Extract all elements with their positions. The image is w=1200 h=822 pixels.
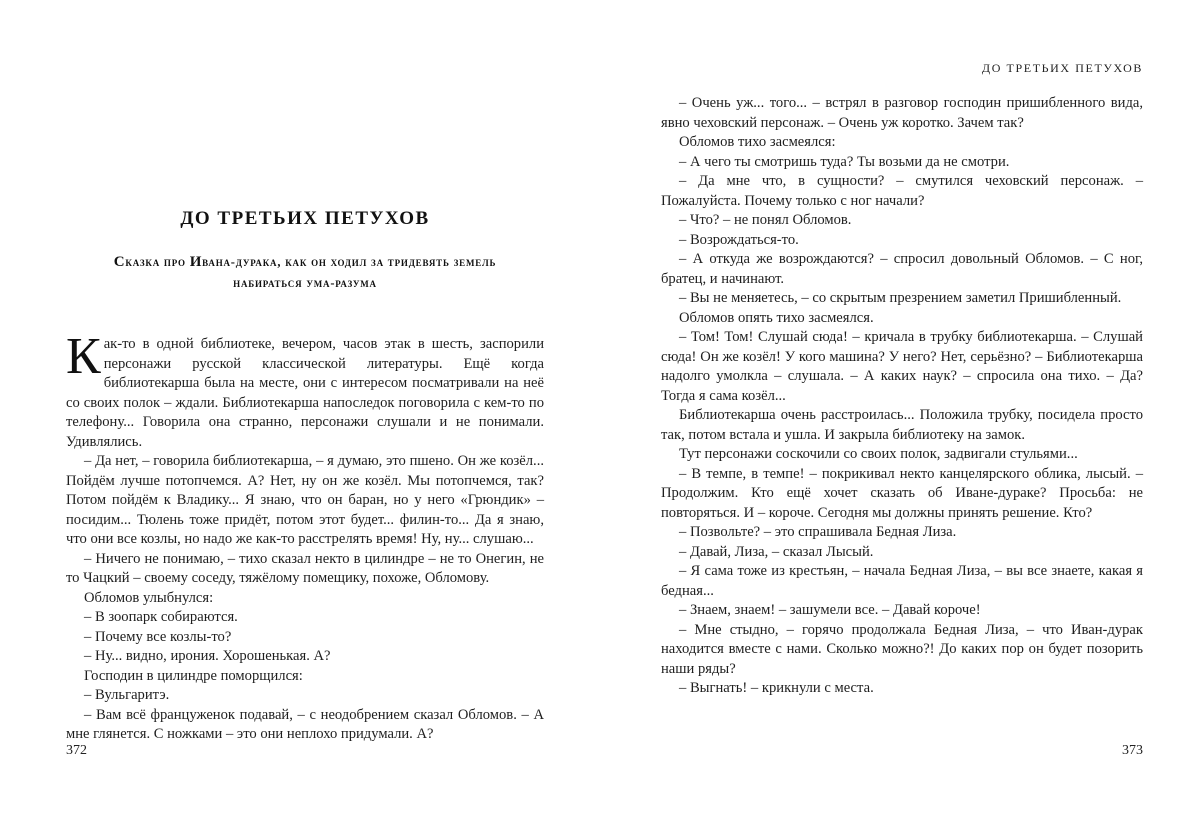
chapter-subtitle (66, 252, 544, 294)
paragraph: – В темпе, в темпе! – покрикивал некто канцелярского облика, лысый. – Продолжим. Кто ещё хочет сказать об Иване-дураке? Просьба: не повторяться. И – короче. Сегодня мы должны принять решение. Кто? (661, 465, 1143, 521)
paragraph: Библиотекарша очень расстроилась... Положила трубку, посидела просто так, потом встала и ушла. И закрыла библиотеку на замок. (661, 407, 1143, 443)
paragraph: – Я сама тоже из крестьян, – начала Бедная Лиза, – вы все знаете, какая я бедная... (661, 563, 1143, 599)
chapter-title: ДО ТРЕТЬИХ ПЕТУХОВ (180, 208, 430, 229)
paragraph: – Вам всё француженок подавай, – с неодобрением сказал Обломов. – А мне глянется. С ножками – это они неплохо придумали. А? (66, 706, 544, 742)
paragraph: – Знаем, знаем! – зашумели все. – Давай короче! (679, 602, 981, 618)
drop-cap: К (66, 328, 101, 385)
paragraph: – Давай, Лиза, – сказал Лысый. (679, 543, 874, 560)
paragraph: – А чего ты смотришь туда? Ты возьми да не смотри. (679, 153, 1010, 170)
paragraph: Как-то в одной библиотеке, вечером, часов этак в шесть, заспорили персонажи русской классической литературы. Ещё когда библиотекарша была на месте, они с интересом посматривали на неё со своих полок – ждали. Библиотекарша напоследок поговорила с кем-то по телефону... Говорила она странно, персонажи слушали и не понимали. Удивлялись. (66, 328, 544, 450)
paragraph: Обломов тихо засмеялся: (679, 134, 836, 150)
paragraph: – А откуда же возрождаются? – спросил довольный Обломов. – С ног, братец, и начинают. (661, 251, 1143, 287)
paragraph: – Что? – не понял Обломов. (679, 212, 852, 228)
paragraph: Тут персонажи соскочили со своих полок, задвигали стульями... (679, 446, 1078, 462)
left-body-text (66, 328, 544, 745)
paragraph: – Очень уж... того... – встрял в разговор господин пришибленного вида, явно чеховский персонаж. – Очень уж коротко. Зачем так? (661, 95, 1143, 131)
paragraph: Господин в цилиндре поморщился: (84, 667, 303, 684)
paragraph: – Выгнать! – крикнули с места. (679, 680, 874, 696)
paragraph: Обломов опять тихо засмеялся. (679, 309, 874, 326)
right-body-text (661, 94, 1143, 699)
paragraph: – В зоопарк собираются. (84, 609, 238, 625)
running-head: ДО ТРЕТЬИХ ПЕТУХОВ (981, 61, 1143, 75)
subtitle-line-2: набираться ума-разума (233, 276, 377, 290)
page-number-right: 373 (1122, 743, 1143, 758)
paragraph: – Да нет, – говорила библиотекарша, – я думаю, это пшено. Он же козёл... Пойдём лучше потопчемся. А? Нет, ну он же козёл. Мы потопчемся, так? Потом пойдём к Владику... Я знаю, что он баран, но у него «Грюндик» – посидим... Тюлень тоже придёт, потом этот будет... филин-то... Да я знаю, что они все козлы, но надо же как-то расстрелять время! Ну, ну... слушаю... (66, 453, 544, 547)
paragraph: – Вульгаритэ. (84, 687, 170, 703)
paragraph: Обломов улыбнулся: (84, 589, 214, 606)
paragraph: – Ну... видно, ирония. Хорошенькая. А? (84, 648, 331, 664)
paragraph: – Том! Том! Слушай сюда! – кричала в трубку библиотекарша. – Слушай сюда! Он же козёл! У кого машина? У него? Нет, серьёзно? – Библиотекарша надолго умолкла – слушала. – А каких наук? – спросила она тихо. – Да? Тогда я сама козёл... (661, 329, 1143, 404)
paragraph: – Почему все козлы-то? (84, 628, 232, 645)
paragraph: – Да мне что, в сущности? – смутился чеховский персонаж. – Пожалуйста. Почему только с ног начали? (661, 173, 1143, 209)
page-number-left: 372 (66, 743, 87, 758)
right-page (600, 0, 1200, 822)
paragraph: – Вы не меняетесь, – со скрытым презрением заметил Пришибленный. (679, 290, 1122, 306)
paragraph: – Позвольте? – это спрашивала Бедная Лиза. (679, 524, 957, 540)
subtitle-line-1: Сказка про Ивана-дурака, как он ходил за тридевять земель (113, 254, 497, 270)
paragraph: – Возрождаться-то. (679, 231, 799, 248)
paragraph: – Ничего не понимаю, – тихо сказал некто в цилиндре – не то Онегин, не то Чацкий – своему соседу, тяжёлому помещику, похоже, Обломову. (66, 550, 544, 586)
paragraph: – Мне стыдно, – горячо продолжала Бедная Лиза, – что Иван-дурак находится вместе с нами. Сколько можно?! До каких пор он будет позорить наши ряды? (661, 621, 1143, 677)
